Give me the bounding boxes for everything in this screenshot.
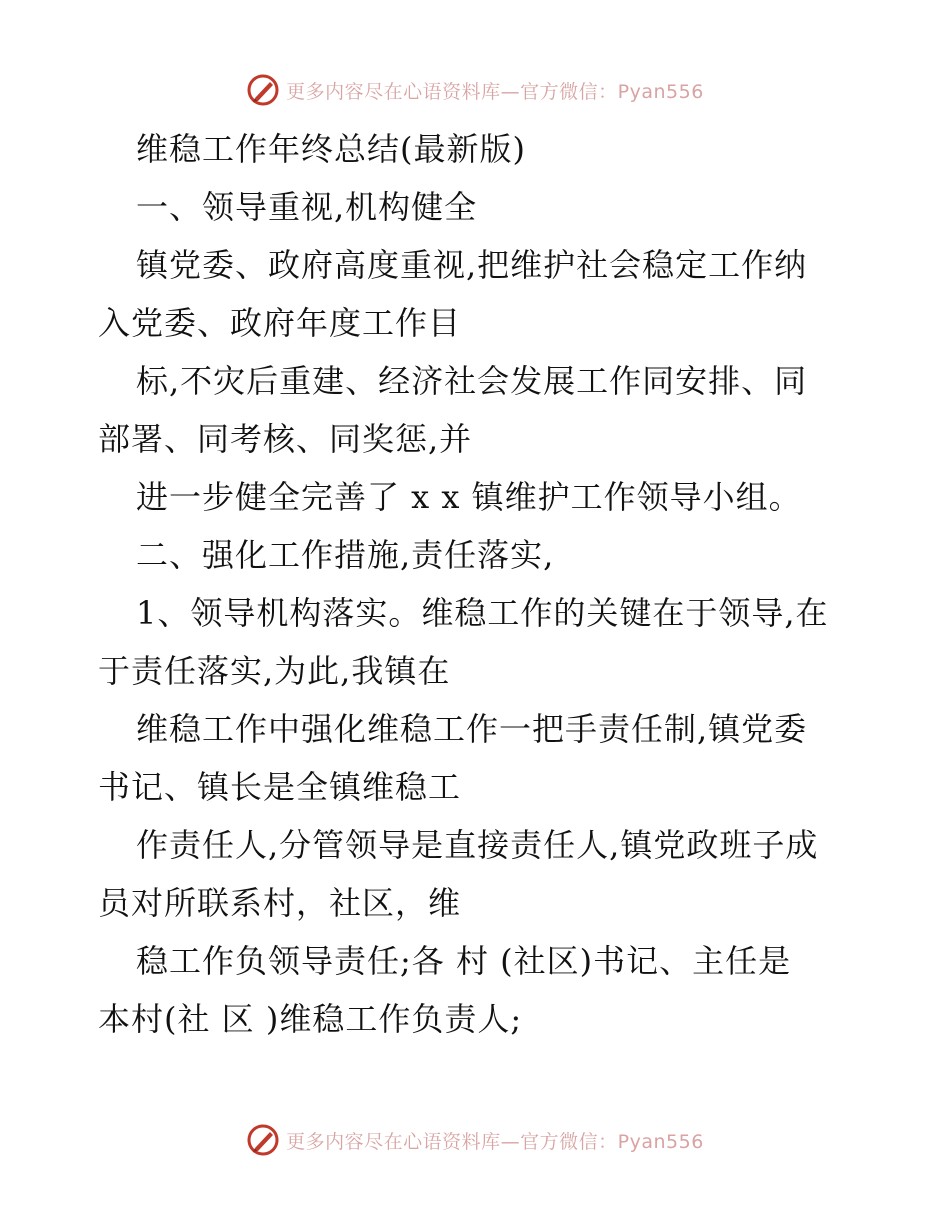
watermark-text: 更多内容尽在心语资料库—官方微信：Pyan556 [286,1130,704,1153]
paragraph-line: 书记、镇长是全镇维稳工 [98,768,462,806]
watermark-text: 更多内容尽在心语资料库—官方微信：Pyan556 [286,80,704,103]
paragraph-line: 部署、同考核、同奖惩,并 [98,420,473,458]
document-body [98,120,858,1048]
paragraph-line: 本村(社 区 )维稳工作负责人; [98,1000,523,1038]
section-heading-2: 二、强化工作措施,责任落实, [136,536,555,574]
paragraph-line: 作责任人,分管领导是直接责任人,镇党政班子成 [136,826,819,864]
paragraph-line: 标,不灾后重建、经济社会发展工作同安排、同 [136,362,808,400]
quill-pen-seal-icon [246,73,280,107]
bottom-watermark [0,1120,950,1160]
paragraph-line: 员对所联系村，社区，维 [98,884,462,922]
quill-pen-seal-icon [246,1123,280,1157]
paragraph-line: 维稳工作中强化维稳工作一把手责任制,镇党委 [136,710,808,748]
paragraph-line: 镇党委、政府高度重视,把维护社会稳定工作纳 [136,246,808,284]
paragraph-line: 入党委、政府年度工作目 [98,304,462,342]
paragraph-line: 于责任落实,为此,我镇在 [98,652,451,690]
paragraph-line: 稳工作负领导责任;各 村 (社区)书记、主任是 [136,942,792,980]
section-heading-1: 一、领导重视,机构健全 [136,188,478,226]
paragraph-line: 1、领导机构落实。维稳工作的关键在于领导,在 [136,594,829,632]
document-title: 维稳工作年终总结(最新版) [136,130,526,168]
paragraph-line: 进一步健全完善了 x x 镇维护工作领导小组。 [136,478,802,516]
top-watermark [0,70,950,110]
